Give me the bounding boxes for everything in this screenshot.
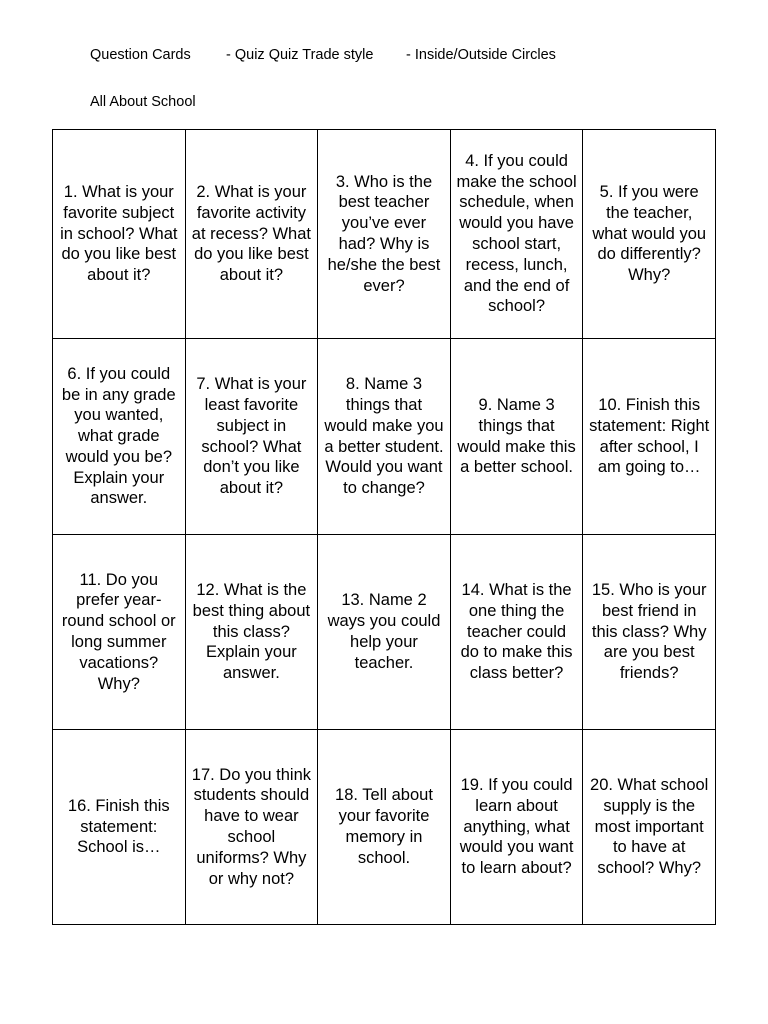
activity-style-quiz-quiz-trade: - Quiz Quiz Trade style: [226, 47, 374, 63]
question-card: 18. Tell about your favorite memory in school.: [318, 730, 451, 925]
question-card: 8. Name 3 things that would make you a better student. Would you want to change?: [318, 339, 451, 535]
document-title: Question Cards: [90, 47, 191, 63]
question-card: 16. Finish this statement: School is…: [53, 730, 186, 925]
question-card: 1. What is your favorite subject in school? What do you like best about it?: [53, 130, 186, 339]
question-card: 17. Do you think students should have to wear school uniforms? Why or why not?: [185, 730, 318, 925]
question-card: 2. What is your favorite activity at recess? What do you like best about it?: [185, 130, 318, 339]
question-card: 19. If you could learn about anything, what would you want to learn about?: [450, 730, 583, 925]
question-card: 12. What is the best thing about this class? Explain your answer.: [185, 535, 318, 730]
question-card: 3. Who is the best teacher you’ve ever had? Why is he/she the best ever?: [318, 130, 451, 339]
card-row: [53, 730, 716, 925]
question-card: 9. Name 3 things that would make this a better school.: [450, 339, 583, 535]
card-row: [53, 535, 716, 730]
question-cards-table: [52, 129, 716, 925]
question-card: 10. Finish this statement: Right after school, I am going to…: [583, 339, 716, 535]
question-card: 15. Who is your best friend in this class? Why are you best friends?: [583, 535, 716, 730]
question-card: 14. What is the one thing the teacher could do to make this class better?: [450, 535, 583, 730]
question-card: 4. If you could make the school schedule, when would you have school start, recess, lunch, and the end of school?: [450, 130, 583, 339]
question-card: 20. What school supply is the most important to have at school? Why?: [583, 730, 716, 925]
topic-subtitle: All About School: [90, 94, 196, 110]
question-card: 13. Name 2 ways you could help your teacher.: [318, 535, 451, 730]
activity-style-inside-outside-circles: - Inside/Outside Circles: [406, 47, 556, 63]
card-row: [53, 130, 716, 339]
question-card: 5. If you were the teacher, what would you do differently? Why?: [583, 130, 716, 339]
question-card: 11. Do you prefer year-round school or long summer vacations? Why?: [53, 535, 186, 730]
card-row: [53, 339, 716, 535]
question-card: 6. If you could be in any grade you wanted, what grade would you be? Explain your answer.: [53, 339, 186, 535]
question-card: 7. What is your least favorite subject in school? What don’t you like about it?: [185, 339, 318, 535]
